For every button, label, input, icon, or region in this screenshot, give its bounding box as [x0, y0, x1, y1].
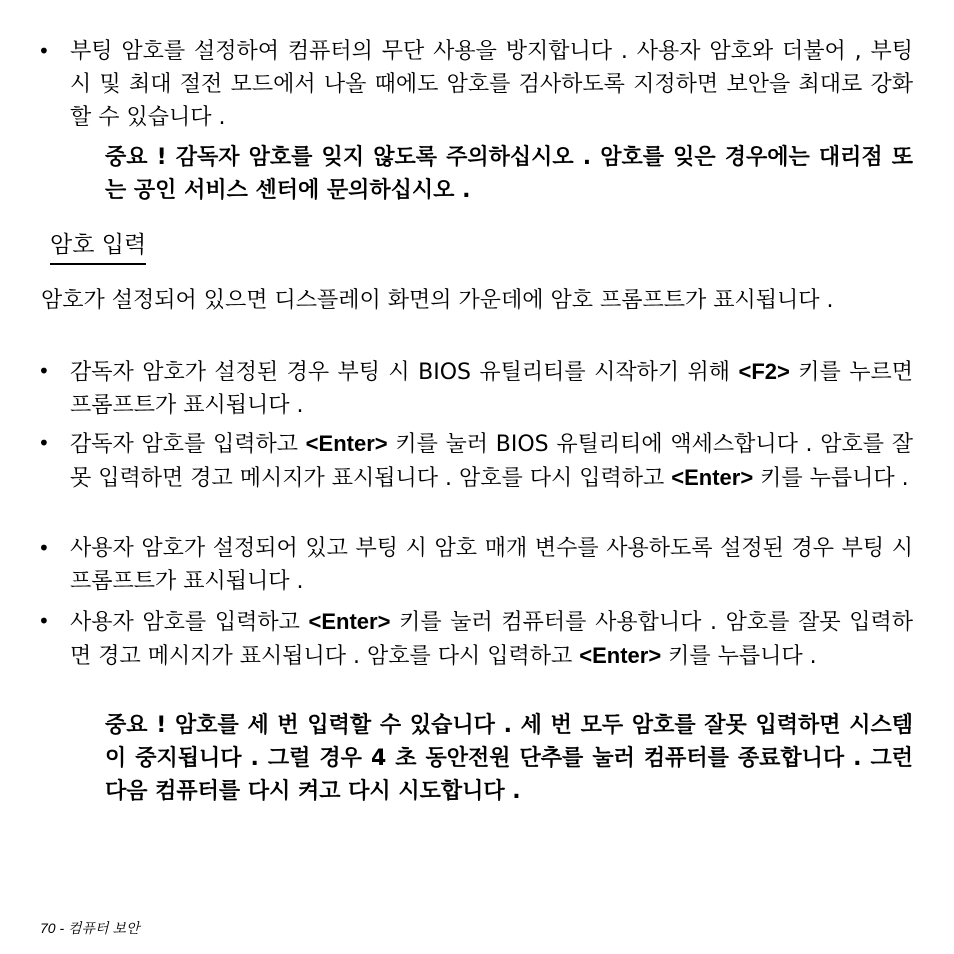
list-item-text: 키를 누릅니다 .: [753, 466, 909, 491]
important-note-supervisor-password: 중요 ! 감독자 암호를 잊지 않도록 주의하십시오 . 암호를 잊은 경우에는 대리점 또는 공인 서비스 센터에 문의하십시오 .: [105, 145, 913, 203]
list-item-text: 감독자 암호가 설정된 경우 부팅 시 BIOS 유틸리티를 시작하기 위해: [70, 360, 739, 385]
intro-bullet-text: 부팅 암호를 설정하여 컴퓨터의 무단 사용을 방지합니다 . 사용자 암호와 더불어 , 부팅 시 및 최대 절전 모드에서 나올 때에도 암호를 검사하도록 지정하면 보안을 최대로 강화할 수 있습니다 .: [70, 39, 913, 130]
list-item-text: 사용자 암호가 설정되어 있고 부팅 시 암호 매개 변수를 사용하도록 설정된 경우 부팅 시 프롬프트가 표시됩니다 .: [70, 536, 913, 594]
key-label-f2: <F2>: [738, 359, 790, 384]
key-label-enter: <Enter>: [579, 643, 662, 668]
list-item-text: 키를 눌러 컴퓨터를 사용합니다 . 암호를 잘못 입력하면 경고 메시지가 표시됩니다 . 암호를 다시 입력하고: [70, 610, 913, 669]
list-item: [70, 427, 913, 495]
bullet-marker: •: [38, 431, 50, 455]
page-footer: 70 - 컴퓨터 보안: [40, 920, 140, 936]
list-item: [70, 532, 913, 598]
section-heading: 암호 입력: [50, 229, 146, 265]
key-label-enter: <Enter>: [305, 431, 388, 456]
bullet-marker: •: [38, 359, 50, 383]
bullet-marker: •: [38, 39, 50, 63]
section-intro-paragraph: 암호가 설정되어 있으면 디스플레이 화면의 가운데에 암호 프롬프트가 표시됩니다 .: [41, 288, 834, 313]
list-item-text: 키를 눌러 BIOS 유틸리티에 액세스합니다 . 암호를 잘못 입력하면 경고 메시지가 표시됩니다 . 암호를 다시 입력하고: [70, 432, 913, 491]
list-item-text: 키를 누르면 프롬프트가 표시됩니다 .: [70, 360, 913, 418]
list-item-text: 사용자 암호를 입력하고: [70, 610, 309, 635]
important-note-password-attempts: 중요 ! 암호를 세 번 입력할 수 있습니다 . 세 번 모두 암호를 잘못 입력하면 시스템이 중지됩니다 . 그럴 경우 4 초 동안전원 단추를 눌러 컴퓨터를 종료합니다 . 그런 다음 컴퓨터를 다시 켜고 다시 시도합니다 .: [105, 713, 913, 804]
bullet-marker: •: [38, 536, 50, 560]
key-label-enter: <Enter>: [671, 465, 754, 490]
key-label-enter: <Enter>: [308, 609, 391, 634]
list-item-text: 감독자 암호를 입력하고: [70, 432, 306, 457]
bullet-marker: •: [38, 609, 50, 633]
list-item-text: 키를 누릅니다 .: [661, 644, 817, 669]
list-item: [70, 605, 913, 673]
list-item: [70, 355, 913, 422]
